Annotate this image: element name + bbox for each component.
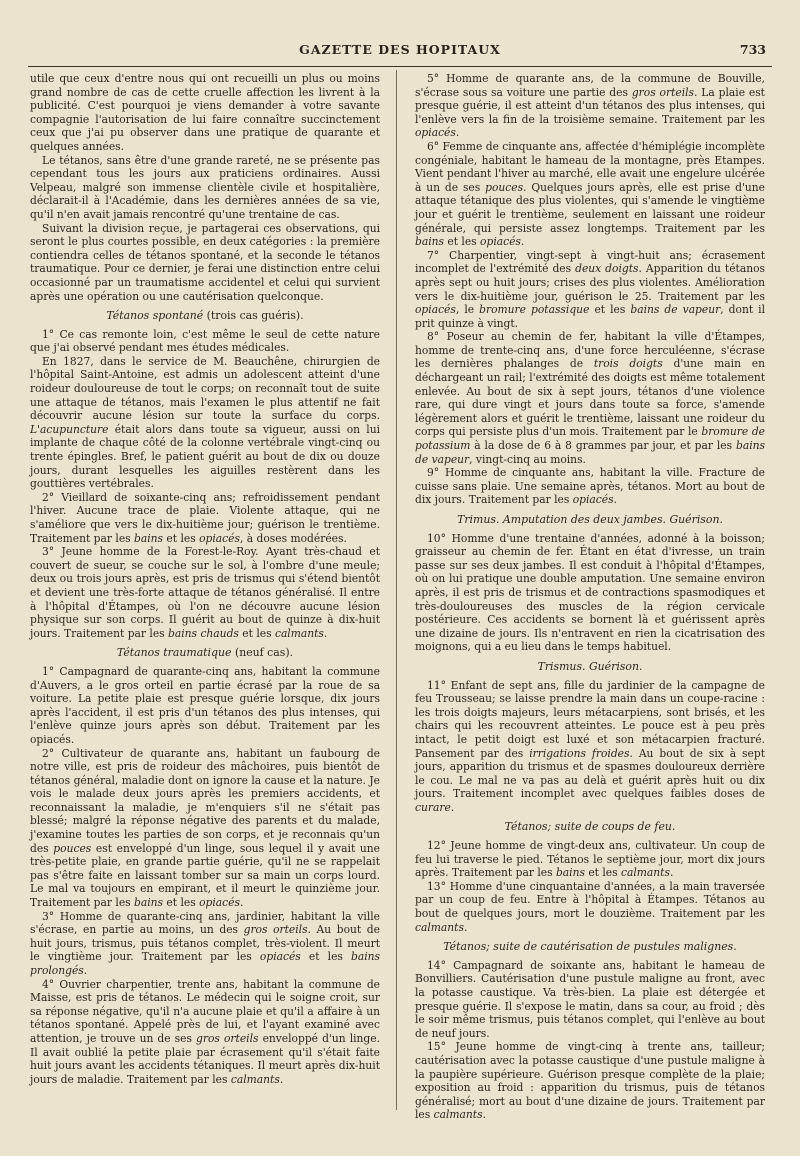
paragraph: 1° Ce cas remonte loin, c'est même le seul de cette nature que j'ai observé pendant mes études médicales. — [30, 327, 380, 355]
paragraph: 10° Homme d'une trentaine d'années, adonné à la boisson; graisseur au chemin de fer. Étant en état d'ivresse, un train passe sur ses deux jambes. Il est conduit à l'hôpital d'Étampes, où on lui pratique une double amputation. Une semaine environ après, il est pris de trismus et de contractions spasmodiques et très-douloureuses des muscles de la région cervicale postérieure. Ces accidents se bornent là et guérissent après une dizaine de jours. Ils n'entravent en rien la cicatrisation des moignons, qui a eu lieu dans le temps habituel. — [415, 531, 765, 654]
journal-title: GAZETTE DES HOPITAUX — [299, 42, 501, 57]
section-heading: Tétanos traumatique (neuf cas). — [116, 646, 294, 660]
paragraph: 14° Campagnard de soixante ans, habitant le hameau de Bonvilliers. Cautérisation d'une pustule maligne au front, avec la potasse caustique. Va très-bien. La plaie est détergée et presque guérie. Il s'expose le matin, dans sa cour, au froid ; dès le soir même trismus, puis tétanos complet, qui l'enlève au bout de neuf jours. — [415, 958, 765, 1040]
header-rule — [28, 66, 772, 67]
page-header — [28, 36, 772, 56]
paragraph: En 1827, dans le service de M. Beauchêne, chirurgien de l'hôpital Saint-Antoine, est admis un adolescent atteint d'une roideur douloureuse de tout le corps; on reconnaît tout de suite une attaque de tétanos, mais l'examen le plus attentif ne fait découvrir aucune lésion sur toute la surface du corps. L'acupuncture était alors dans toute sa vigueur, aussi on lui implante de chaque côté de la colonne vertébrale vingt-cinq ou trente épingles. Bref, le patient guérit au bout de dix ou douze jours, durant lesquelles les aiguilles restèrent dans les gouttières vertébrales. — [30, 354, 380, 491]
paragraph: utile que ceux d'entre nous qui ont recueilli un plus ou moins grand nombre de cas de cette cruelle affection les livrent à la publicité. C'est pourquoi je viens demander à votre savante compagnie l'autorisation de lui faire connaître succinctement ceux que j'ai pu observer dans une pratique de quarante et quelques années. — [30, 72, 380, 153]
column-divider — [396, 70, 397, 1110]
section-heading: Tétanos spontané (trois cas guéris). — [106, 309, 304, 323]
paragraph: Le tétanos, sans être d'une grande rareté, ne se présente pas cependant tous les jours aux praticiens ordinaires. Aussi Velpeau, malgré son immense clientèle civile et hospitalière, déclarait-il à l'Académie, dans les dernières années de sa vie, qu'il n'en avait jamais rencontré qu'une trentaine de cas. — [30, 153, 380, 221]
paragraph: 15° Jeune homme de vingt-cinq à trente ans, tailleur; cautérisation avec la potasse caustique d'une pustule maligne à la paupière supérieure. Guérison presque complète de la plaie; exposition au froid : apparition du trismus, puis de tétanos généralisé; mort au bout d'une dizaine de jours. Traitement par les calmants. — [415, 1040, 765, 1122]
section-heading: Tétanos; suite de coups de feu. — [504, 820, 676, 834]
paragraph: 1° Campagnard de quarante-cinq ans, habitant la commune d'Auvers, a le gros orteil en partie écrasé par la roue de sa voiture. La petite plaie est presque guérie lorsque, dix jours après l'accident, il est pris d'un tétanos des plus intenses, qui l'enlève quinze jours après son début. Traitement par les opiacés. — [30, 664, 380, 746]
paragraph: 3° Homme de quarante-cinq ans, jardinier, habitant la ville s'écrase, en partie au moins, un des gros orteils. Au bout de huit jours, trismus, puis tétanos complet, très-violent. Il meurt le vingtième jour. Traitement par les opiacés et les bains prolongés. — [30, 909, 380, 977]
paragraph: 4° Ouvrier charpentier, trente ans, habitant la commune de Maisse, est pris de tétanos. Le médecin qui le soigne croit, sur sa réponse négative, qu'il n'a aucune plaie et qu'il a affaire à un tétanos spontané. Appelé près de lui, et l'ayant examiné avec attention, je trouve un de ses gros orteils enveloppé d'un linge. Il avait oublié la petite plaie par écrasement qu'il s'était faite huit jours avant les accidents tétaniques. Il meurt après dix-huit jours de maladie. Traitement par les calmants. — [30, 977, 380, 1086]
section-heading: Trismus. Guérison. — [537, 659, 643, 673]
paragraph: 13° Homme d'une cinquantaine d'années, a la main traversée par un coup de feu. Entre à l'hôpital à Étampes. Tétanos au bout de quelques jours, mort le douzième. Traitement par les calmants. — [415, 879, 765, 934]
paragraph: 2° Cultivateur de quarante ans, habitant un faubourg de notre ville, est pris de roideur des mâchoires, puis bientôt de tétanos général, maladie dont on ignore la cause et la nature. Je vois le malade deux jours après les premiers accidents, et reconnaissant la maladie, je m'enquiers s'il ne s'était pas blessé; malgré la réponse négative des parents et du malade, j'examine toutes les parties de son corps, et je reconnais qu'un des pouces est enveloppé d'un linge, sous lequel il y avait une très-petite plaie, en grande partie guérie, qu'il ne se rappelait pas s'être faite en laissant tomber sur sa main un corps lourd. Le mal va toujours en empirant, et il meurt le quinzième jour. Traitement par les bains et les opiacés. — [30, 746, 380, 910]
paragraph: 9° Homme de cinquante ans, habitant la ville. Fracture de cuisse sans plaie. Une semaine après, tétanos. Mort au bout de dix jours. Traitement par les opiacés. — [415, 466, 765, 507]
paragraph: 11° Enfant de sept ans, fille du jardinier de la campagne de feu Trousseau; se laisse prendre la main dans un coupe-racine : les trois doigts majeurs, leurs métacarpiens, sont brisés, et les chairs qui les recouvrent atteintes. Le pouce est à peu près intact, le petit doigt est luxé et son métacarpien fracturé. Pansement par des irrigations froides. Au bout de six à sept jours, apparition du trismus et de spasmes douloureux derrière le cou. Le mal ne va pas au delà et guérit après huit ou dix jours. Traitement incomplet avec quelques faibles doses de curare. — [415, 678, 765, 814]
left-column — [30, 72, 380, 1112]
paragraph: 7° Charpentier, vingt-sept à vingt-huit ans; écrasement incomplet de l'extrémité des deux doigts. Apparition du tétanos après sept ou huit jours; crises des plus violentes. Amélioration vers le dix-huitième jour, guérison le 25. Traitement par les opiacés, le bromure potassique et les bains de vapeur, dont il prit quinze à vingt. — [415, 248, 766, 330]
paragraph: 12° Jeune homme de vingt-deux ans, cultivateur. Un coup de feu lui traverse le pied. Tétanos le septième jour, mort dix jours après. Traitement par les bains et les calmants. — [415, 839, 765, 880]
paragraph: 6° Femme de cinquante ans, affectée d'hémiplégie incomplète congéniale, habitant le hameau de la montagne, près Etampes. Vient pendant l'hiver au marché, elle avait une engelure ulcérée à un de ses pouces. Quelques jours après, elle est prise d'une attaque tétanique des plus violentes, qui s'amende le vingtième jour et guérit le trentième, seulement en laissant une roideur générale, qui persiste assez longtemps. Traitement par les bains et les opiacés. — [415, 139, 765, 249]
paragraph: 5° Homme de quarante ans, de la commune de Bouville, s'écrase sous sa voiture une partie des gros orteils. La plaie est presque guérie, il est atteint d'un tétanos des plus intenses, qui l'enlève vers la fin de la troisième semaine. Traitement par les opiacés. — [415, 72, 765, 140]
section-heading: Tétanos; suite de cautérisation de pustules malignes. — [443, 940, 737, 954]
section-heading: Trimus. Amputation des deux jambes. Guérison. — [457, 513, 723, 526]
paragraph: 8° Poseur au chemin de fer, habitant la ville d'Étampes, homme de trente-cinq ans, d'une force herculéenne, s'écrase les dernières phalanges de trois doigts d'une main en déchargeant un rail; l'extrémité des doigts est même totalement enlevée. Au bout de six à sept jours, tétanos d'une violence rare, qui dure vingt et jours dans toute sa force, s'amende légèrement alors et guérit le trentième, laissant une roideur du corps qui persiste plus d'un mois. Traitement par le bromure de potassium à la dose de 6 à 8 grammes par jour, et par les bains de vapeur, vingt-cinq au moins. — [415, 330, 765, 466]
paragraph: 3° Jeune homme de la Forest-le-Roy. Ayant très-chaud et couvert de sueur, se couche sur le sol, à l'ombre d'une meule; deux ou trois jours après, est pris de trismus qui s'étend bientôt et devient une très-forte attaque de tétanos généralisé. Il entre à l'hôpital d'Étampes, où l'on ne découvre aucune lésion physique sur son corps. Il guérit au bout de quinze à dix-huit jours. Traitement par les bains chauds et les calmants. — [30, 545, 380, 640]
page-number: 733 — [739, 42, 766, 57]
paragraph: 2° Vieillard de soixante-cinq ans; refroidissement pendant l'hiver. Aucune trace de plaie. Violente attaque, qui ne s'améliore que vers le dix-huitième jour; guérison le trentième. Traitement par les bains et les opiacés, à doses modérées. — [30, 490, 380, 545]
paragraph: Suivant la division reçue, je partagerai ces observations, qui seront le plus courtes possible, en deux catégories : la première contiendra celles de tétanos spontané, et la seconde le tétanos traumatique. Pour ce dernier, je ferai une distinction entre celui occasionné par un traumatisme accidentel et celui qui survient après une opération ou une cautérisation quelconque. — [30, 221, 380, 303]
right-column — [415, 72, 766, 1122]
